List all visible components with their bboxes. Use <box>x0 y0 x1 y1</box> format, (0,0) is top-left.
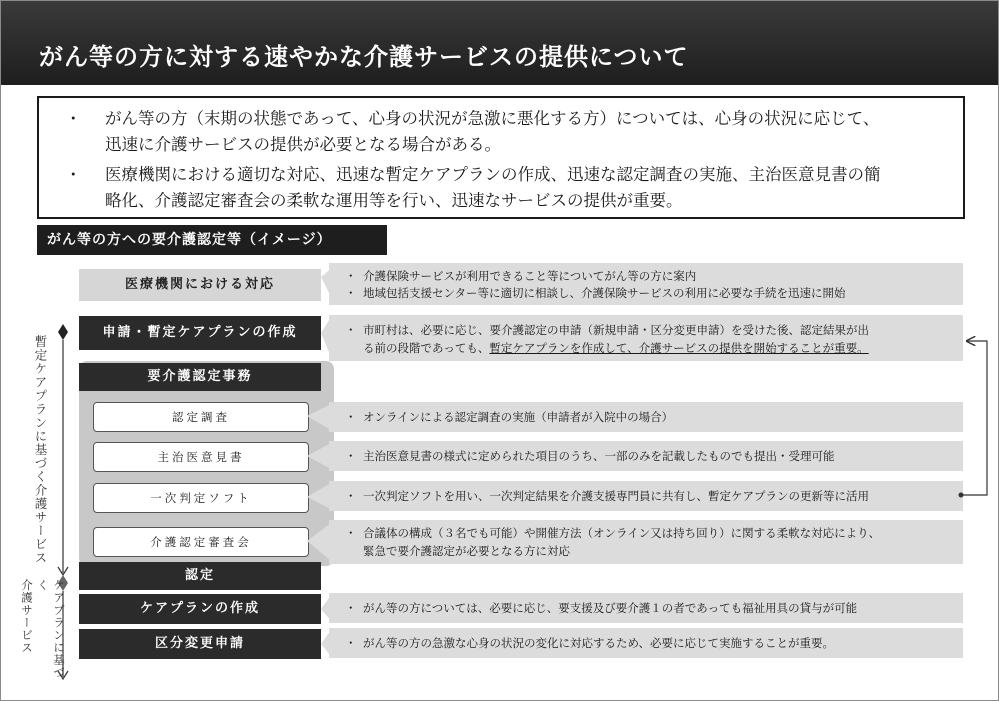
summary-text-line: がん等の方（末期の状態であって、心身の状況が急激に悪化する方）については、心身の状況に応じて、 <box>105 109 880 128</box>
pointer-wedge <box>307 523 331 561</box>
pointer-wedge <box>307 404 331 430</box>
page-title: がん等の方に対する速やかな介護サービスの提供について <box>39 43 689 71</box>
bullet-dot: ・ <box>345 449 357 463</box>
step-careplan: ケアプランの作成 <box>79 594 321 624</box>
bullet-dot: ・ <box>65 109 82 128</box>
step-primary-software: 一次判定ソフト <box>93 483 309 513</box>
step-review-board: 介護認定審査会 <box>93 527 309 557</box>
side-label-careplan-col1: ケアプランに基づく <box>36 579 66 679</box>
step-certification: 認定 <box>79 562 321 590</box>
bullet-dot: ・ <box>345 323 357 337</box>
desc-text: 緊急で要介護認定が必要となる方に対応 <box>363 544 570 558</box>
pointer-wedge <box>307 443 331 469</box>
step-application: 申請・暫定ケアプランの作成 <box>79 316 321 350</box>
bullet-dot: ・ <box>345 269 357 283</box>
summary-text-line: 迅速に介護サービスの提供が必要となる場合がある。 <box>105 135 501 154</box>
bullet-dot: ・ <box>345 410 357 424</box>
feedback-loop-arrow <box>961 341 987 495</box>
connector-overlay <box>1 1 998 700</box>
desc-text: 一次判定ソフトを用い、一次判定結果を介護支援専門員に共有し、暫定ケアプランの更新等に活用 <box>363 489 869 503</box>
bullet-dot: ・ <box>345 489 357 503</box>
section-label: がん等の方への要介護認定等（イメージ） <box>37 225 387 255</box>
bullet-dot: ・ <box>345 601 357 615</box>
desc-text: る前の段階であっても、 <box>363 341 490 355</box>
pointer-wedge <box>321 630 331 656</box>
bullet-dot: ・ <box>65 165 82 184</box>
step-survey: 認定調査 <box>93 402 309 432</box>
desc-text: 主治医意見書の様式に定められた項目のうち、一部のみを記載したものでも提出・受理可能 <box>363 449 835 463</box>
pointer-wedge <box>321 317 331 357</box>
step-change-application: 区分変更申請 <box>79 629 321 659</box>
step-certification-work: 要介護認定事務 <box>79 363 321 391</box>
side-label-provisional: 暫定ケアプランに基づく介護サービス <box>33 335 48 565</box>
desc-text: 介護保険サービスが利用できること等についてがん等の方に案内 <box>363 269 697 283</box>
desc-text-underlined: 暫定ケアプランを作成して、介護サービスの提供を開始することが重要。 <box>489 341 869 355</box>
step-medical-institution: 医療機関における対応 <box>79 269 321 301</box>
summary-text-line: 医療機関における適切な対応、迅速な暫定ケアプランの作成、迅速な認定調査の実施、主治医意見書の簡 <box>105 165 881 184</box>
pointer-wedge <box>321 267 333 301</box>
desc-text: がん等の方の急激な心身の状況の変化に対応するため、必要に応じて実施することが重要。 <box>363 636 835 650</box>
desc-text: がん等の方については、必要に応じ、要支援及び要介護１の者であっても福祉用具の貸与が可能 <box>363 601 858 615</box>
desc-text: 地域包括支援センター等に適切に相談し、介護保険サービスの利用に必要な手続を迅速に開始 <box>363 286 846 300</box>
pointer-wedge <box>321 595 331 621</box>
step-doctor-opinion: 主治医意見書 <box>93 442 309 472</box>
bullet-dot: ・ <box>345 526 357 540</box>
timeline-diamond-top <box>58 324 68 340</box>
side-label-careplan-col2: 介護サービス <box>20 579 34 654</box>
bullet-dot: ・ <box>345 636 357 650</box>
summary-text-line: 略化、介護認定審査会の柔軟な運用等を行い、迅速なサービスの提供が重要。 <box>105 191 683 210</box>
desc-text: オンラインによる認定調査の実施（申請者が入院中の場合） <box>363 410 674 424</box>
desc-text: 市町村は、必要に応じ、要介護認定の申請（新規申請・区分変更申請）を受けた後、認定結果が出 <box>363 323 869 337</box>
desc-text: 合議体の構成（３名でも可能）や開催方法（オンライン又は持ち回り）に関する柔軟な対応により、 <box>363 526 881 540</box>
bullet-dot: ・ <box>345 286 357 300</box>
pointer-wedge <box>307 483 331 509</box>
